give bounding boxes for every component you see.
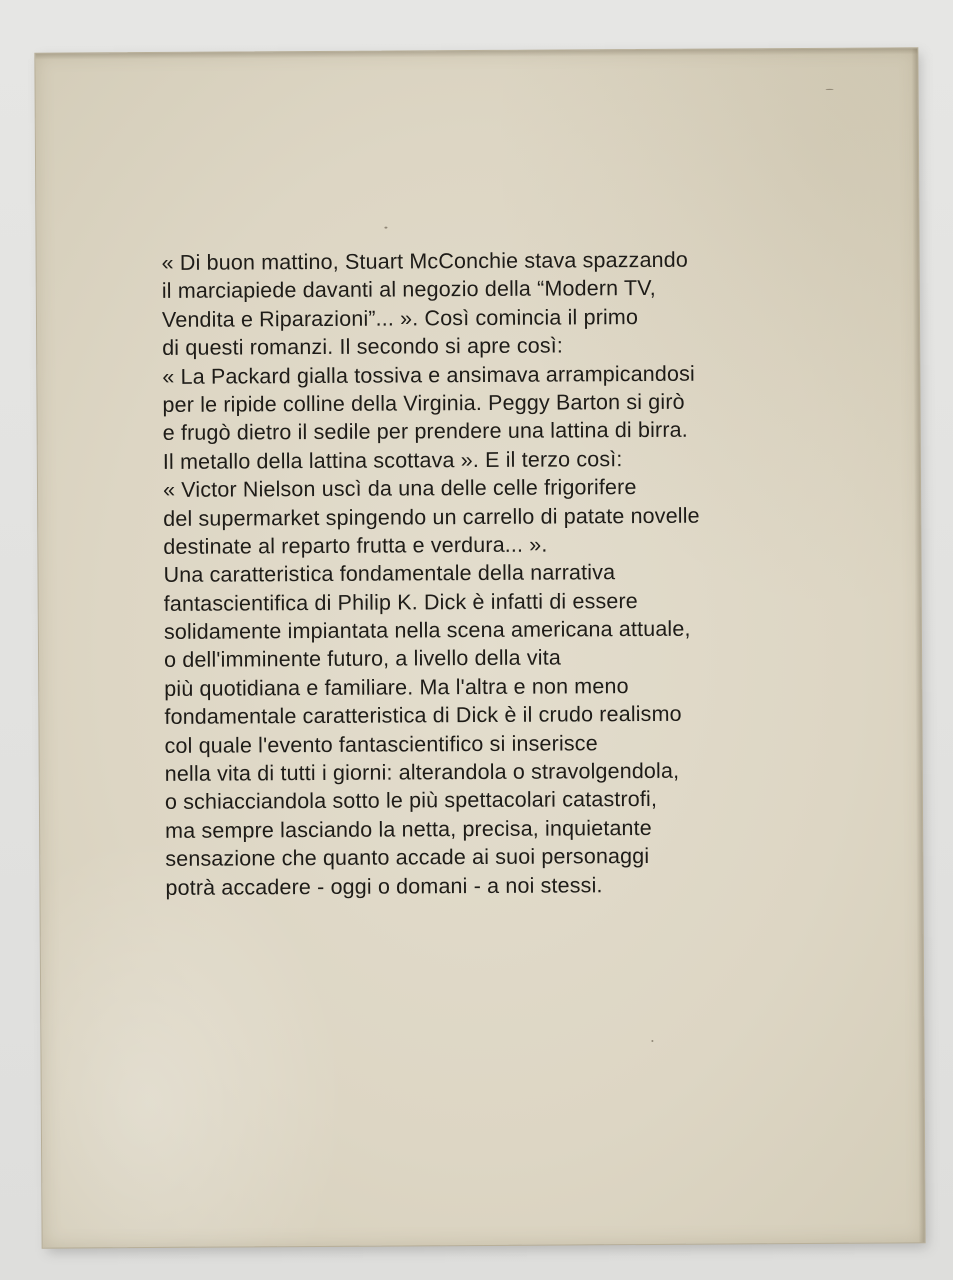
blurb-line: « Victor Nielson uscì da una delle celle frigorifere (162, 475, 637, 503)
blurb-line: fondamentale caratteristica di Dick è il crudo realismo (164, 702, 682, 730)
blurb-line: fantascientifica di Philip K. Dick è infatti di essere (163, 588, 638, 616)
blurb-line: ma sempre lasciando la netta, precisa, inquietante (165, 815, 652, 843)
blurb-line: nella vita di tutti i giorni: alterandola o stravolgendola, (164, 758, 680, 786)
blurb-line: Vendita e Riparazioni”... ». Così comincia il primo (161, 304, 639, 332)
blurb-line: o schiacciandola sotto le più spettacolari catastrofi, (164, 787, 658, 815)
blurb-line: o dell'imminente futuro, a livello della vita (163, 645, 561, 673)
paper-speck (826, 89, 834, 90)
blurb-line: di questi romanzi. Il secondo si apre così: (162, 333, 564, 361)
blurb-line: « Di buon mattino, Stuart McConchie stava spazzando (161, 247, 689, 275)
blurb-line: il marciapiede davanti al negozio della “Modern TV, (161, 276, 656, 304)
blurb-line: Il metallo della lattina scottava ». E il terzo così: (162, 446, 623, 474)
blurb-line: più quotidiana e familiare. Ma l'altra e non meno (164, 673, 629, 701)
blurb-line: potrà accadere - oggi o domani - a noi stessi. (165, 872, 603, 900)
blurb-line: sensazione che quanto accade ai suoi personaggi (165, 844, 650, 872)
blurb-line: Una caratteristica fondamentale della narrativa (163, 560, 616, 588)
blurb-line: per le ripide colline della Virginia. Peggy Barton si girò (162, 389, 685, 417)
blurb-line: del supermarket spingendo un carrello di patate novelle (163, 503, 700, 531)
paper-speck (651, 1040, 653, 1042)
blurb-line: solidamente impiantata nella scena americana attuale, (163, 616, 691, 645)
back-cover-blurb (162, 245, 806, 902)
paper-speck (384, 227, 387, 229)
blurb-line: e frugò dietro il sedile per prendere una lattina di birra. (162, 418, 688, 446)
blurb-line: destinate al reparto frutta e verdura... ». (163, 532, 548, 559)
book-back-cover (34, 47, 925, 1248)
blurb-line: « La Packard gialla tossiva e ansimava arrampicandosi (162, 361, 695, 389)
blurb-line: col quale l'evento fantascientifico si inserisce (164, 730, 598, 758)
